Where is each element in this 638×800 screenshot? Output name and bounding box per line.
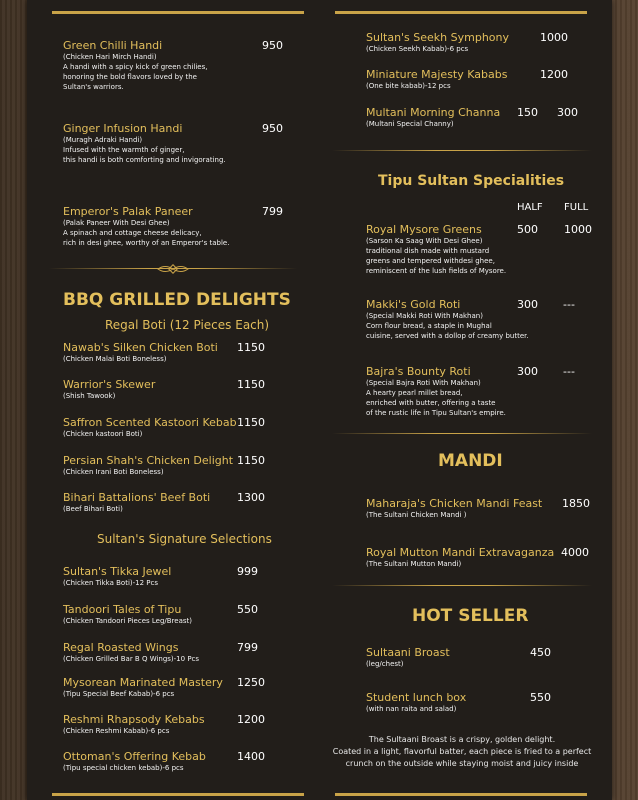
item-desc: Sultan's warriors. (63, 83, 124, 91)
item-price-full: 1000 (564, 223, 592, 236)
menu-item-multani-morning-channa (366, 106, 500, 129)
section-divider (49, 262, 297, 276)
item-sub: (Palak Paneer With Desi Ghee) (63, 219, 170, 227)
item-price: 1300 (237, 491, 265, 504)
item-name: Reshmi Rhapsody Kebabs (63, 713, 205, 726)
item-sub: (Chicken Tandoori Pieces Leg/Breast) (63, 617, 192, 625)
item-name: Maharaja's Chicken Mandi Feast (366, 497, 543, 510)
menu-item-sultaani-broast (366, 646, 450, 669)
item-price-full: 300 (557, 106, 578, 119)
item-price: 1150 (237, 378, 265, 391)
item-sub: (Tipu special chicken kebab)-6 pcs (63, 764, 184, 772)
bbq-heading: BBQ GRILLED DELIGHTS (63, 290, 291, 310)
item-name: Sultan's Seekh Symphony (366, 31, 510, 44)
item-sub: (One bite kabab)-12 pcs (366, 82, 451, 90)
item-price: 1000 (540, 31, 568, 44)
item-price-half: 300 (517, 365, 538, 378)
item-sub: (Chicken Hari Mirch Handi) (63, 53, 157, 61)
item-desc: rich in desi ghee, worthy of an Emperor's table. (63, 239, 230, 247)
item-desc: A handi with a spicy kick of green chilies, (63, 63, 208, 71)
item-name: Warrior's Skewer (63, 378, 156, 391)
item-sub: (Multani Special Channy) (366, 120, 454, 128)
item-desc: this handi is both comforting and invigorating. (63, 156, 226, 164)
item-name: Royal Mutton Mandi Extravaganza (366, 546, 555, 559)
item-name: Ginger Infusion Handi (63, 122, 183, 135)
item-sub: (Special Makki Roti With Makhan) (366, 312, 483, 320)
item-desc: A spinach and cottage cheese delicacy, (63, 229, 202, 237)
item-price-full: --- (563, 365, 575, 378)
item-sub: (leg/chest) (366, 660, 404, 668)
bottom-gold-bar-right (335, 793, 587, 796)
regal-boti-heading: Regal Boti (12 Pieces Each) (105, 318, 270, 332)
item-price: 799 (237, 641, 258, 654)
item-desc: honoring the bold flavors loved by the (63, 73, 197, 81)
menu-item-sultans-seekh-symphony (366, 31, 509, 54)
item-name: Sultaani Broast (366, 646, 450, 659)
item-name: Royal Mysore Greens (366, 223, 482, 236)
item-price: 1250 (237, 676, 265, 689)
note-line: The Sultaani Broast is a crispy, golden delight. (368, 735, 556, 744)
menu-item-makkis-gold-roti (366, 298, 529, 341)
item-price: 999 (237, 565, 258, 578)
top-gold-bar-left (52, 11, 304, 14)
item-price: 1150 (237, 454, 265, 467)
item-desc: traditional dish made with mustard (366, 247, 490, 255)
menu-item-bihari-beef-boti (63, 491, 210, 514)
item-desc: Corn flour bread, a staple in Mughal (366, 322, 492, 330)
item-name: Sultan's Tikka Jewel (63, 565, 172, 578)
item-name: Saffron Scented Kastoori Kebab (63, 416, 237, 429)
item-name: Regal Roasted Wings (63, 641, 179, 654)
item-sub: (Chicken Irani Boti Boneless) (63, 468, 164, 476)
item-desc: enriched with butter, offering a taste (366, 399, 496, 407)
section-divider (332, 144, 592, 158)
item-name: Makki's Gold Roti (366, 298, 461, 311)
full-column-header: FULL (564, 202, 589, 213)
item-price: 1200 (237, 713, 265, 726)
mandi-heading: MANDI (438, 451, 503, 471)
item-sub: (Chicken Tikka Boti)-12 Pcs (63, 579, 159, 587)
menu-item-ginger-infusion-handi (63, 122, 226, 165)
item-price: 450 (530, 646, 551, 659)
tipu-heading: Tipu Sultan Specialities (378, 173, 565, 189)
item-price-half: 300 (517, 298, 538, 311)
item-sub: (Muragh Adraki Handi) (63, 136, 143, 144)
item-name: Tandoori Tales of Tipu (63, 603, 182, 616)
item-sub: (Chicken Reshmi Kabab)-6 pcs (63, 727, 170, 735)
menu-item-green-chilli-handi (63, 39, 207, 92)
item-desc: greens and tempered withdesi ghee, (366, 257, 495, 265)
item-sub: (Sarson Ka Saag With Desi Ghee) (366, 237, 483, 245)
item-sub: (Shish Tawook) (63, 392, 116, 400)
menu-item-emperors-palak-paneer (63, 205, 229, 248)
menu-item-ottomans-offering (63, 750, 206, 773)
item-desc: reminiscent of the lush fields of Mysore. (366, 267, 507, 275)
menu-item-sultans-tikka-jewel (63, 565, 171, 588)
item-sub: (Special Bajra Roti With Makhan) (366, 379, 481, 387)
menu-item-bajras-bounty-roti (366, 365, 506, 418)
hot-seller-heading: HOT SELLER (412, 606, 529, 626)
item-sub: (Chicken Grilled Bar B Q Wings)-10 Pcs (63, 655, 200, 663)
item-name: Ottoman's Offering Kebab (63, 750, 206, 763)
menu-item-regal-roasted-wings (63, 641, 199, 664)
item-sub: (The Sultani Chicken Mandi ) (366, 511, 467, 519)
item-sub: (The Sultani Mutton Mandi) (366, 560, 462, 568)
menu-item-saffron-kastoori-kebab (63, 416, 237, 439)
menu-item-royal-mysore-greens (366, 223, 506, 276)
item-name: Nawab's Silken Chicken Boti (63, 341, 218, 354)
section-divider (332, 579, 592, 593)
bottom-gold-bar-left (52, 793, 304, 796)
item-price: 550 (237, 603, 258, 616)
item-price: 1150 (237, 341, 265, 354)
menu-item-persian-shah-chicken (63, 454, 233, 477)
item-name: Student lunch box (366, 691, 467, 704)
item-desc: cuisine, served with a dollop of creamy butter. (366, 332, 529, 340)
item-sub: (with nan raita and salad) (366, 705, 457, 713)
item-name: Green Chilli Handi (63, 39, 163, 52)
item-price: 799 (262, 205, 283, 218)
menu-item-miniature-majesty-kababs (366, 68, 507, 91)
item-sub: (Chicken kastoori Boti) (63, 430, 143, 438)
item-price: 1150 (237, 416, 265, 429)
menu-item-warriors-skewer (63, 378, 155, 401)
broast-note (327, 734, 597, 770)
menu-item-student-lunch-box (366, 691, 466, 714)
section-divider (332, 427, 592, 441)
menu-item-maharaja-chicken-mandi (366, 497, 542, 520)
item-sub: (Beef Bihari Boti) (63, 505, 123, 513)
item-name: Mysorean Marinated Mastery (63, 676, 223, 689)
ornament-icon (156, 263, 190, 275)
item-sub: (Chicken Malai Boti Boneless) (63, 355, 167, 363)
item-price: 4000 (561, 546, 589, 559)
item-desc: of the rustic life in Tipu Sultan's empire. (366, 409, 506, 417)
item-price: 1400 (237, 750, 265, 763)
menu-item-nawab-silken-chicken-boti (63, 341, 218, 364)
signature-heading: Sultan's Signature Selections (97, 532, 272, 546)
menu-item-royal-mutton-mandi (366, 546, 554, 569)
item-name: Emperor's Palak Paneer (63, 205, 193, 218)
item-desc: A hearty pearl millet bread, (366, 389, 463, 397)
menu-item-reshmi-rhapsody (63, 713, 205, 736)
item-name: Bihari Battalions' Beef Boti (63, 491, 211, 504)
item-desc: Infused with the warmth of ginger, (63, 146, 185, 154)
note-line: crunch on the outside while staying moist and juicy inside (345, 759, 579, 768)
top-gold-bar-right (335, 11, 587, 14)
item-price-full: --- (563, 298, 575, 311)
menu-board (27, 0, 612, 800)
menu-item-tandoori-tales (63, 603, 192, 626)
note-line: Coated in a light, flavorful batter, each piece is fried to a perfect (332, 747, 592, 756)
item-name: Miniature Majesty Kababs (366, 68, 508, 81)
item-sub: (Tipu Special Beef Kabab)-6 pcs (63, 690, 175, 698)
half-column-header: HALF (517, 202, 543, 213)
item-name: Bajra's Bounty Roti (366, 365, 471, 378)
item-price-half: 150 (517, 106, 538, 119)
item-price: 950 (262, 122, 283, 135)
item-price: 1200 (540, 68, 568, 81)
item-price: 950 (262, 39, 283, 52)
item-price: 550 (530, 691, 551, 704)
menu-item-mysorean-marinated (63, 676, 223, 699)
item-name: Persian Shah's Chicken Delight (63, 454, 234, 467)
item-price: 1850 (562, 497, 590, 510)
item-sub: (Chicken Seekh Kabab)-6 pcs (366, 45, 469, 53)
item-name: Multani Morning Channa (366, 106, 501, 119)
item-price-half: 500 (517, 223, 538, 236)
